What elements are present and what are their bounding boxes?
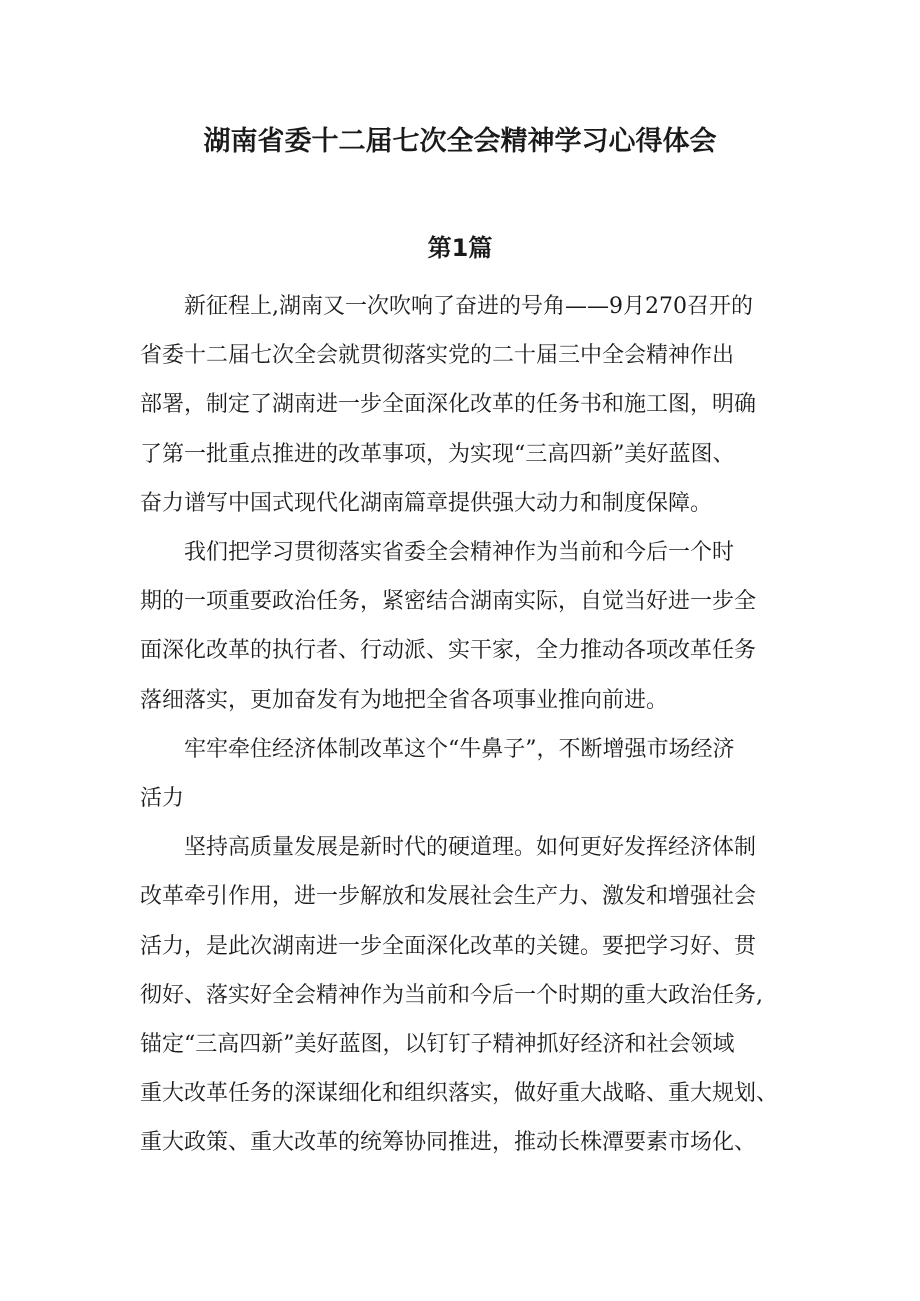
paragraph-line: 坚持高质量发展是新时代的硬道理。如何更好发挥经济体制 [184, 835, 757, 861]
paragraph [140, 823, 785, 1167]
paragraph-line: 省委十二届七次全会就贯彻落实党的二十届三中全会精神作出 [140, 343, 735, 369]
paragraph-line: 部署，制定了湖南进一步全面深化改革的任务书和施工图，明确 [140, 392, 757, 418]
paragraph-line: 我们把学习贯彻落实省委全会精神作为当前和今后一个时 [184, 540, 735, 566]
document-title: 湖南省委十二届七次全会精神学习心得体会 [203, 126, 717, 157]
document-body [140, 282, 785, 1168]
paragraph [140, 528, 785, 725]
paragraph-line: 奋力谱写中国式现代化湖南篇章提供强大动力和制度保障。 [140, 490, 713, 516]
paragraph-line: 活力 [140, 786, 185, 812]
paragraph [140, 725, 785, 823]
paragraph-line: 期的一项重要政治任务，紧密结合湖南实际，自觉当好进一步全 [140, 589, 757, 615]
section-heading: 第1篇 [427, 234, 493, 262]
paragraph-line: 锚定“三高四新”美好蓝图，以钉钉子精神抓好经济和社会领域 [140, 1032, 735, 1058]
paragraph-line: 了第一批重点推进的改革事项，为实现“三高四新”美好蓝图、 [140, 441, 735, 467]
paragraph-line: 活力，是此次湖南进一步全面深化改革的关键。要把学习好、贯 [140, 933, 757, 959]
paragraph [140, 282, 785, 528]
paragraph-line: 落细落实，更加奋发有为地把全省各项事业推向前进。 [140, 687, 669, 713]
paragraph-line: 新征程上,湖南又一次吹响了奋进的号角——9月270召开的 [184, 294, 753, 319]
paragraph-line: 牢牢牵住经济体制改革这个“牛鼻子”，不断增强市场经济 [184, 736, 735, 762]
paragraph-line: 改革牵引作用，进一步解放和发展社会生产力、激发和增强社会 [140, 884, 757, 910]
paragraph-line: 彻好、落实好全会精神作为当前和今后一个时期的重大政治任务, [140, 982, 763, 1008]
paragraph-line: 重大改革任务的深谋细化和组织落实，做好重大战略、重大规划、 [140, 1081, 779, 1107]
paragraph-line: 重大政策、重大改革的统筹协同推进，推动长株潭要素市场化、 [140, 1130, 757, 1156]
paragraph-line: 面深化改革的执行者、行动派、实干家，全力推动各项改革任务 [140, 638, 757, 664]
